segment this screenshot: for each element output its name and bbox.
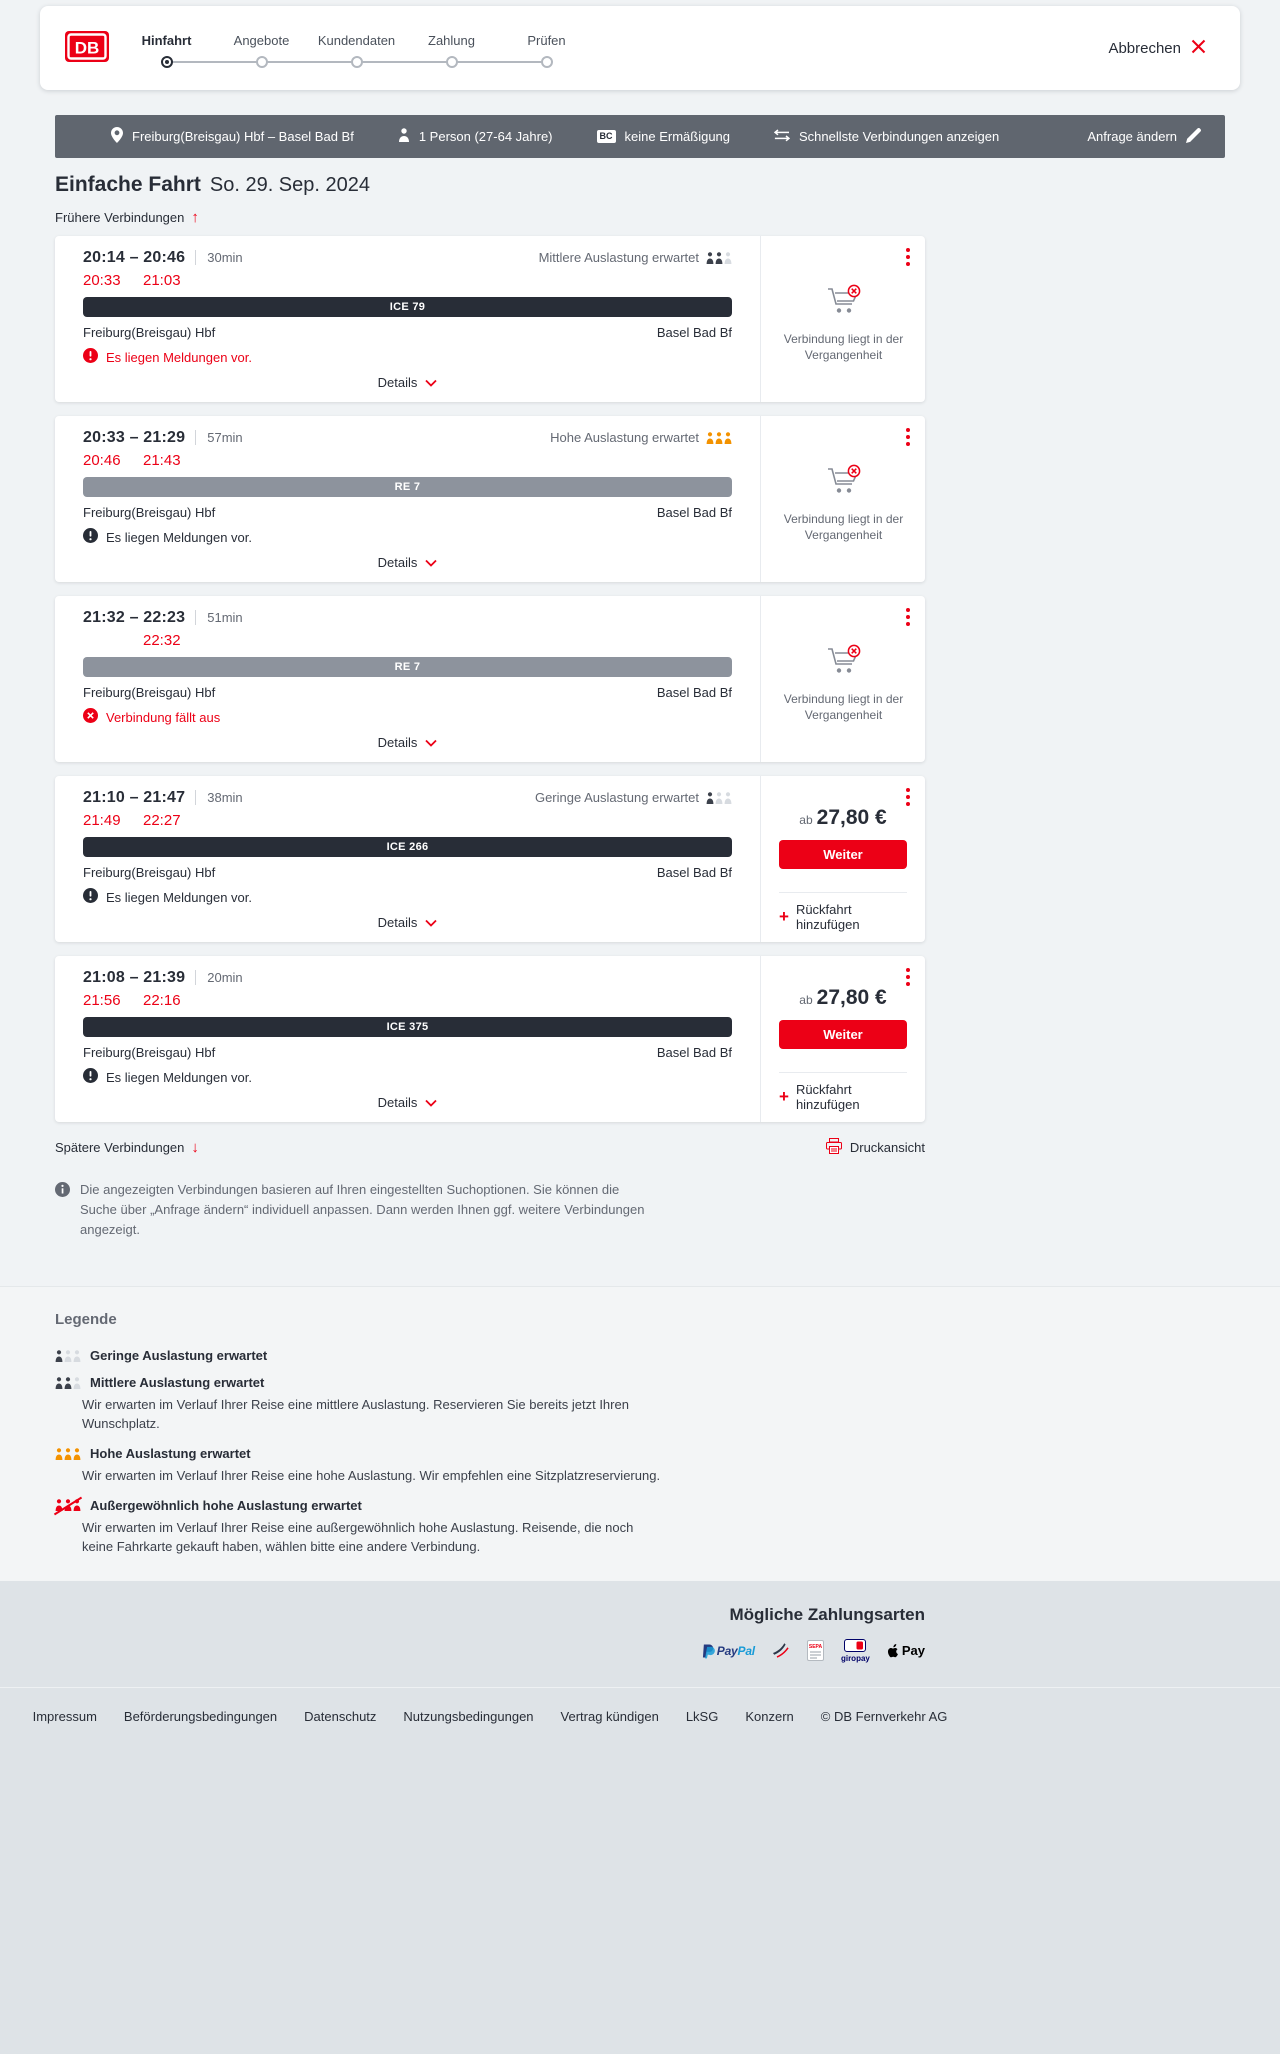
occupancy-medium-icon bbox=[55, 1377, 81, 1389]
up-arrow-icon: ↑ bbox=[191, 209, 199, 226]
printer-icon bbox=[826, 1138, 842, 1157]
delayed-departure-time: 20:33 bbox=[83, 272, 121, 289]
footer-link[interactable]: Vertrag kündigen bbox=[560, 1708, 659, 1724]
cart-unavailable-icon bbox=[825, 284, 863, 322]
destination-station: Basel Bad Bf bbox=[656, 325, 732, 340]
legend-item-description: Wir erwarten im Verlauf Ihrer Reise eine außergewöhnlich hohe Auslastung. Reisende, die noch keine Fahrkarte gekauft haben, wählen bitte eine andere Verbindung. bbox=[82, 1519, 634, 1554]
info-icon bbox=[55, 1182, 70, 1240]
price: 27,80 € bbox=[816, 986, 887, 1009]
cart-unavailable-icon bbox=[825, 464, 863, 502]
connection-list bbox=[55, 236, 925, 1122]
train-label: RE 7 bbox=[83, 657, 732, 677]
connection-message: Es liegen Meldungen vor. bbox=[83, 528, 732, 546]
booking-panel bbox=[761, 956, 925, 1122]
footer bbox=[0, 1687, 1280, 2054]
wizard-header bbox=[40, 6, 1240, 90]
connection-card bbox=[55, 236, 925, 402]
edit-search-button[interactable]: Anfrage ändern bbox=[1087, 128, 1201, 146]
occupancy-medium-icon bbox=[706, 252, 732, 264]
sepa-invoice-logo bbox=[807, 1640, 824, 1661]
connection-times: 20:14 – 20:46 bbox=[83, 249, 186, 266]
plus-icon: + bbox=[779, 906, 789, 926]
swap-arrows-icon bbox=[774, 129, 790, 145]
paypal-logo: PayPal bbox=[702, 1643, 755, 1659]
progress-step-dot bbox=[541, 56, 553, 68]
legend-item-label: Hohe Auslastung erwartet bbox=[90, 1446, 251, 1462]
passenger-summary: 1 Person (27-64 Jahre) bbox=[398, 128, 553, 145]
progress-step-label: Angebote bbox=[233, 32, 290, 48]
travel-date: So. 29. Sep. 2024 bbox=[209, 174, 371, 196]
occupancy-label: Mittlere Auslastung erwartet bbox=[539, 250, 732, 265]
footer-link[interactable]: Datenschutz bbox=[304, 1708, 377, 1724]
destination-station: Basel Bad Bf bbox=[656, 1045, 732, 1060]
connection-side-panel bbox=[760, 596, 925, 762]
details-toggle[interactable]: Details bbox=[83, 366, 732, 393]
kebab-menu-icon[interactable] bbox=[904, 246, 912, 268]
delayed-arrival-time: 21:03 bbox=[143, 272, 181, 289]
origin-station: Freiburg(Breisgau) Hbf bbox=[83, 865, 216, 880]
footer-link[interactable]: Beförderungsbedingungen bbox=[123, 1708, 278, 1724]
payment-heading: Mögliche Zahlungsarten bbox=[729, 1604, 925, 1624]
legend-section bbox=[0, 1286, 1280, 1580]
pencil-icon bbox=[1186, 128, 1201, 146]
origin-station: Freiburg(Breisgau) Hbf bbox=[83, 1045, 216, 1060]
connection-message: Verbindung fällt aus bbox=[83, 708, 732, 726]
details-toggle[interactable]: Details bbox=[83, 726, 732, 753]
connection-side-panel bbox=[760, 236, 925, 402]
search-summary-bar bbox=[55, 115, 1225, 158]
train-label: ICE 266 bbox=[83, 837, 732, 857]
progress-step-4 bbox=[404, 33, 499, 68]
occupancy-exceptional-icon bbox=[55, 1499, 81, 1511]
db-logo bbox=[65, 31, 109, 67]
close-icon bbox=[1191, 39, 1206, 58]
delayed-arrival-time: 21:43 bbox=[143, 452, 181, 469]
connection-duration: 51min bbox=[195, 610, 242, 625]
legend-item bbox=[55, 1446, 1280, 1486]
connection-duration: 38min bbox=[195, 790, 242, 805]
past-connection-panel bbox=[761, 416, 926, 582]
legend-item-description: Wir erwarten im Verlauf Ihrer Reise eine mittlere Auslastung. Reservieren Sie bereits jetzt Ihren Wunschplatz. bbox=[82, 1397, 629, 1432]
train-label: ICE 375 bbox=[83, 1017, 732, 1037]
train-label: ICE 79 bbox=[83, 297, 732, 317]
lastschrift-logo bbox=[772, 1642, 790, 1659]
cancel-label: Abbrechen bbox=[1108, 39, 1181, 57]
kebab-menu-icon[interactable] bbox=[904, 606, 912, 628]
cancel-button[interactable] bbox=[1108, 39, 1206, 58]
svg-text:SEPA: SEPA bbox=[808, 1644, 823, 1651]
chevron-down-icon bbox=[425, 915, 437, 930]
search-options-note: Die angezeigten Verbindungen basieren auf Ihren eingestellten Suchoptionen. Sie können die Suche über „Anfrage ändern“ individuell anpassen. Dann werden Ihnen ggf. weitere Verbindungen angezeigt. bbox=[55, 1180, 655, 1240]
kebab-menu-icon[interactable] bbox=[904, 786, 912, 808]
delayed-arrival-time: 22:32 bbox=[143, 632, 181, 649]
cart-unavailable-icon bbox=[825, 644, 863, 682]
legend-item-label: Außergewöhnlich hohe Auslastung erwartet bbox=[90, 1497, 362, 1513]
weiter-button[interactable]: Weiter bbox=[779, 1020, 907, 1049]
copyright: © DB Fernverkehr AG bbox=[820, 1708, 948, 1724]
footer-link[interactable]: LkSG bbox=[685, 1708, 719, 1724]
connection-message: Es liegen Meldungen vor. bbox=[83, 1068, 732, 1086]
apple-pay-logo: Pay bbox=[887, 1643, 925, 1658]
connection-card bbox=[55, 416, 925, 582]
down-arrow-icon: ↓ bbox=[191, 1139, 199, 1156]
past-connection-note: Verbindung liegt in der Vergangenheit bbox=[783, 511, 904, 543]
price-prefix: ab bbox=[799, 993, 813, 1007]
progress-step-dot bbox=[161, 56, 173, 68]
occupancy-low-icon bbox=[706, 792, 732, 804]
cancelled-icon bbox=[83, 708, 98, 726]
delayed-arrival-time: 22:16 bbox=[143, 992, 181, 1009]
details-toggle[interactable]: Details bbox=[83, 1086, 732, 1113]
progress-step-label: Prüfen bbox=[527, 32, 566, 48]
discount-summary: BC keine Ermäßigung bbox=[597, 129, 731, 144]
past-connection-note: Verbindung liegt in der Vergangenheit bbox=[783, 331, 904, 363]
past-connection-panel bbox=[761, 596, 926, 762]
progress-steps bbox=[119, 29, 594, 68]
legend-item-label: Mittlere Auslastung erwartet bbox=[90, 1375, 265, 1391]
connection-side-panel bbox=[760, 956, 925, 1122]
person-icon bbox=[398, 128, 410, 145]
legend-item bbox=[55, 1375, 1280, 1434]
delayed-arrival-time: 22:27 bbox=[143, 812, 181, 829]
connection-card bbox=[55, 956, 925, 1122]
svg-text:DB: DB bbox=[74, 38, 100, 58]
legend-item bbox=[55, 1498, 1280, 1557]
footer-link[interactable]: Nutzungsbedingungen bbox=[403, 1708, 534, 1724]
page-title: Einfache Fahrt bbox=[55, 173, 201, 196]
booking-panel bbox=[761, 776, 925, 942]
destination-station: Basel Bad Bf bbox=[656, 865, 732, 880]
footer-link[interactable]: Impressum bbox=[32, 1708, 97, 1724]
progress-step-1 bbox=[119, 33, 214, 68]
legend-item-description: Wir erwarten im Verlauf Ihrer Reise eine hohe Auslastung. Wir empfehlen eine Sitzplatzreservierung. bbox=[82, 1468, 661, 1484]
occupancy-high-icon bbox=[55, 1448, 81, 1460]
kebab-menu-icon[interactable] bbox=[904, 426, 912, 448]
origin-station: Freiburg(Breisgau) Hbf bbox=[83, 685, 216, 700]
delayed-departure-time bbox=[83, 632, 143, 650]
connection-card bbox=[55, 596, 925, 762]
origin-station: Freiburg(Breisgau) Hbf bbox=[83, 325, 216, 340]
giropay-logo: giropay bbox=[841, 1639, 870, 1663]
connection-duration: 57min bbox=[195, 430, 242, 445]
destination-station: Basel Bad Bf bbox=[656, 505, 732, 520]
chevron-down-icon bbox=[425, 1095, 437, 1110]
fastest-connections-toggle[interactable]: Schnellste Verbindungen anzeigen bbox=[774, 129, 999, 145]
legend-item-label: Geringe Auslastung erwartet bbox=[90, 1348, 268, 1364]
train-label: RE 7 bbox=[83, 477, 732, 497]
alert-icon bbox=[83, 888, 98, 906]
price-prefix: ab bbox=[799, 813, 813, 827]
chevron-down-icon bbox=[425, 555, 437, 570]
chevron-down-icon bbox=[425, 735, 437, 750]
connection-side-panel bbox=[760, 416, 925, 582]
alert-icon bbox=[83, 528, 98, 546]
alert-icon bbox=[83, 348, 98, 366]
connection-message: Es liegen Meldungen vor. bbox=[83, 888, 732, 906]
progress-step-3 bbox=[309, 33, 404, 68]
progress-step-label: Hinfahrt bbox=[141, 32, 192, 48]
progress-step-dot bbox=[351, 56, 363, 68]
connection-duration: 20min bbox=[195, 970, 242, 985]
legend-item bbox=[55, 1348, 1280, 1363]
print-view-button[interactable]: Druckansicht bbox=[826, 1138, 925, 1157]
delayed-departure-time: 21:56 bbox=[83, 992, 121, 1009]
past-connection-panel bbox=[761, 236, 926, 402]
footer-link[interactable]: Konzern bbox=[745, 1708, 794, 1724]
plus-icon: + bbox=[779, 1086, 789, 1106]
occupancy-label: Geringe Auslastung erwartet bbox=[535, 790, 732, 805]
destination-station: Basel Bad Bf bbox=[656, 685, 732, 700]
progress-step-5 bbox=[499, 33, 594, 68]
earlier-connections-button[interactable]: Frühere Verbindungen ↑ bbox=[55, 209, 199, 226]
legend-heading: Legende bbox=[55, 1311, 117, 1329]
connection-side-panel bbox=[760, 776, 925, 942]
delayed-departure-time: 20:46 bbox=[83, 452, 121, 469]
connection-times: 20:33 – 21:29 bbox=[83, 429, 186, 446]
add-return-button[interactable]: + Rückfahrt hinzufügen bbox=[779, 892, 907, 942]
later-connections-button[interactable]: Spätere Verbindungen ↓ bbox=[55, 1139, 199, 1156]
price: 27,80 € bbox=[816, 806, 887, 829]
payment-methods-section bbox=[0, 1581, 1280, 1687]
progress-step-dot bbox=[256, 56, 268, 68]
weiter-button[interactable]: Weiter bbox=[779, 840, 907, 869]
kebab-menu-icon[interactable] bbox=[904, 966, 912, 988]
details-toggle[interactable]: Details bbox=[83, 906, 732, 933]
chevron-down-icon bbox=[425, 375, 437, 390]
connection-duration: 30min bbox=[195, 250, 242, 265]
progress-step-2 bbox=[214, 33, 309, 68]
occupancy-label: Hohe Auslastung erwartet bbox=[550, 430, 732, 445]
connection-message: Es liegen Meldungen vor. bbox=[83, 348, 732, 366]
route-summary: Freiburg(Breisgau) Hbf – Basel Bad Bf bbox=[111, 127, 354, 146]
past-connection-note: Verbindung liegt in der Vergangenheit bbox=[783, 691, 904, 723]
connection-times: 21:10 – 21:47 bbox=[83, 789, 186, 806]
add-return-button[interactable]: + Rückfahrt hinzufügen bbox=[779, 1072, 907, 1122]
occupancy-low-icon bbox=[55, 1350, 81, 1362]
details-toggle[interactable]: Details bbox=[83, 546, 732, 573]
connection-times: 21:32 – 22:23 bbox=[83, 609, 186, 626]
alert-icon bbox=[83, 1068, 98, 1086]
progress-step-dot bbox=[446, 56, 458, 68]
location-pin-icon bbox=[111, 127, 123, 146]
delayed-departure-time: 21:49 bbox=[83, 812, 121, 829]
bahncard-icon: BC bbox=[597, 130, 616, 143]
connection-times: 21:08 – 21:39 bbox=[83, 969, 186, 986]
origin-station: Freiburg(Breisgau) Hbf bbox=[83, 505, 216, 520]
progress-step-label: Kundendaten bbox=[317, 32, 396, 48]
occupancy-high-icon bbox=[706, 432, 732, 444]
results-section bbox=[55, 158, 925, 1286]
progress-step-label: Zahlung bbox=[428, 32, 475, 48]
connection-card bbox=[55, 776, 925, 942]
